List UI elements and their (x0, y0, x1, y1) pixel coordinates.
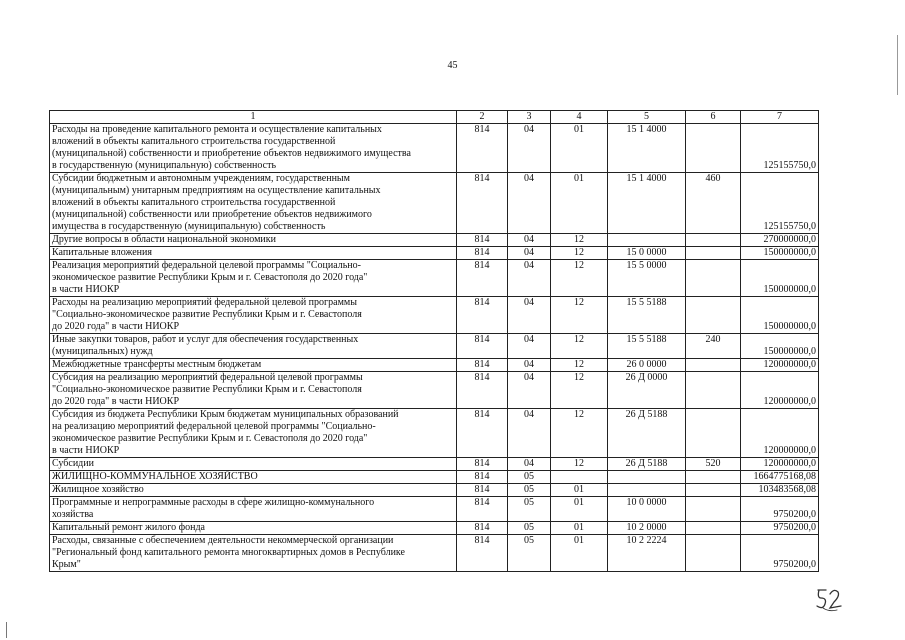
description-line: Программные и непрограммные расходы в сфере жилищно-коммунального (52, 497, 375, 508)
table-row (50, 247, 819, 260)
target-article-code (608, 484, 686, 497)
description-line: Крым" (52, 559, 81, 570)
section-code: 05 (508, 497, 551, 522)
amount: 150000000,0 (741, 297, 819, 334)
row-description (50, 173, 457, 234)
amount: 9750200,0 (741, 497, 819, 522)
subsection-code: 01 (551, 173, 608, 234)
table-row (50, 471, 819, 484)
description-line: Субсидия из бюджета Республики Крым бюджетам муниципальных образований (52, 409, 399, 420)
table-row (50, 173, 819, 234)
description-line: Расходы на реализацию мероприятий федеральной целевой программы (52, 297, 357, 308)
row-description (50, 409, 457, 458)
subsection-code: 12 (551, 260, 608, 297)
target-article-code: 15 5 5188 (608, 297, 686, 334)
section-code: 05 (508, 522, 551, 535)
subsection-code: 12 (551, 359, 608, 372)
table-row (50, 297, 819, 334)
amount: 125155750,0 (741, 124, 819, 173)
expense-type-code (686, 522, 741, 535)
row-description (50, 522, 457, 535)
ministry-code: 814 (457, 359, 508, 372)
ministry-code: 814 (457, 372, 508, 409)
subsection-code: 12 (551, 297, 608, 334)
table-row (50, 458, 819, 471)
description-line: (муниципальной) собственности или приобретение объектов недвижимого (52, 209, 372, 220)
description-line: Субсидии бюджетным и автономным учреждениям, государственным (52, 173, 350, 184)
row-description (50, 334, 457, 359)
table-row (50, 359, 819, 372)
section-code: 04 (508, 260, 551, 297)
scan-margin-line (897, 35, 898, 95)
row-description (50, 535, 457, 572)
section-code: 04 (508, 173, 551, 234)
section-code: 04 (508, 372, 551, 409)
column-header: 5 (608, 111, 686, 124)
target-article-code: 26 Д 5188 (608, 458, 686, 471)
handwritten-page-mark (815, 584, 847, 614)
subsection-code: 12 (551, 247, 608, 260)
table-header-row (50, 111, 819, 124)
table-row (50, 535, 819, 572)
section-code: 04 (508, 458, 551, 471)
description-line: "Социально-экономическое развитие Республики Крым и г. Севастополя (52, 384, 362, 395)
table-row (50, 522, 819, 535)
description-line: вложений в объекты капитального строительства государственной (52, 197, 336, 208)
description-line: ЖИЛИЩНО-КОММУНАЛЬНОЕ ХОЗЯЙСТВО (52, 471, 258, 482)
ministry-code: 814 (457, 522, 508, 535)
expense-type-code: 520 (686, 458, 741, 471)
section-code: 04 (508, 297, 551, 334)
description-line: Расходы на проведение капитального ремонта и осуществление капитальных (52, 124, 382, 135)
ministry-code: 814 (457, 247, 508, 260)
expense-type-code: 240 (686, 334, 741, 359)
amount: 103483568,08 (741, 484, 819, 497)
description-line: экономическое развитие Республики Крым и г. Севастополя до 2020 года" (52, 272, 368, 283)
section-code: 04 (508, 334, 551, 359)
expense-type-code (686, 297, 741, 334)
column-header: 3 (508, 111, 551, 124)
expense-type-code (686, 471, 741, 484)
description-line: (муниципальным) унитарным предприятиям на осуществление капитальных (52, 185, 381, 196)
expense-type-code (686, 497, 741, 522)
description-line: Субсидии (52, 458, 94, 469)
target-article-code: 10 2 2224 (608, 535, 686, 572)
column-header: 2 (457, 111, 508, 124)
expense-type-code (686, 234, 741, 247)
expense-type-code (686, 484, 741, 497)
section-code: 04 (508, 234, 551, 247)
table-row (50, 497, 819, 522)
subsection-code: 12 (551, 334, 608, 359)
section-code: 04 (508, 124, 551, 173)
row-description (50, 297, 457, 334)
table-row (50, 260, 819, 297)
description-line: Субсидия на реализацию мероприятий федеральной целевой программы (52, 372, 363, 383)
expense-type-code (686, 372, 741, 409)
column-header: 7 (741, 111, 819, 124)
table-row (50, 409, 819, 458)
table-row (50, 334, 819, 359)
target-article-code (608, 471, 686, 484)
target-article-code: 26 Д 0000 (608, 372, 686, 409)
description-line: Другие вопросы в области национальной экономики (52, 234, 276, 245)
target-article-code: 15 1 4000 (608, 173, 686, 234)
row-description (50, 234, 457, 247)
description-line: Расходы, связанные с обеспечением деятельности некоммерческой организации (52, 535, 394, 546)
ministry-code: 814 (457, 497, 508, 522)
target-article-code: 15 5 5188 (608, 334, 686, 359)
target-article-code: 10 0 0000 (608, 497, 686, 522)
description-line: Капитальный ремонт жилого фонда (52, 522, 205, 533)
ministry-code: 814 (457, 260, 508, 297)
target-article-code (608, 234, 686, 247)
column-header: 1 (50, 111, 457, 124)
description-line: Реализация мероприятий федеральной целевой программы "Социально- (52, 260, 361, 271)
column-header: 6 (686, 111, 741, 124)
row-description (50, 124, 457, 173)
table-row (50, 124, 819, 173)
ministry-code: 814 (457, 471, 508, 484)
description-line: Капитальные вложения (52, 247, 152, 258)
ministry-code: 814 (457, 173, 508, 234)
ministry-code: 814 (457, 334, 508, 359)
page-number: 45 (447, 60, 458, 71)
ministry-code: 814 (457, 409, 508, 458)
budget-table (49, 110, 819, 572)
ministry-code: 814 (457, 124, 508, 173)
target-article-code: 15 1 4000 (608, 124, 686, 173)
description-line: (муниципальных) нужд (52, 346, 153, 357)
ministry-code: 814 (457, 535, 508, 572)
ministry-code: 814 (457, 234, 508, 247)
row-description (50, 260, 457, 297)
subsection-code: 12 (551, 372, 608, 409)
section-code: 04 (508, 247, 551, 260)
row-description (50, 372, 457, 409)
amount: 270000000,0 (741, 234, 819, 247)
expense-type-code (686, 247, 741, 260)
subsection-code: 12 (551, 458, 608, 471)
amount: 1664775168,08 (741, 471, 819, 484)
amount: 125155750,0 (741, 173, 819, 234)
description-line: в государственную (муниципальную) собственность (52, 160, 277, 171)
ministry-code: 814 (457, 297, 508, 334)
expense-type-code (686, 359, 741, 372)
subsection-code: 01 (551, 522, 608, 535)
expense-type-code (686, 260, 741, 297)
expense-type-code: 460 (686, 173, 741, 234)
description-line: до 2020 года" в части НИОКР (52, 321, 180, 332)
description-line: Иные закупки товаров, работ и услуг для обеспечения государственных (52, 334, 359, 345)
subsection-code: 01 (551, 124, 608, 173)
description-line: до 2020 года" в части НИОКР (52, 396, 180, 407)
column-header: 4 (551, 111, 608, 124)
subsection-code: 12 (551, 409, 608, 458)
amount: 9750200,0 (741, 535, 819, 572)
section-code: 05 (508, 471, 551, 484)
target-article-code: 10 2 0000 (608, 522, 686, 535)
row-description (50, 484, 457, 497)
subsection-code: 01 (551, 535, 608, 572)
scan-margin-line (6, 622, 7, 638)
subsection-code: 12 (551, 234, 608, 247)
description-line: Межбюджетные трансферты местным бюджетам (52, 359, 262, 370)
description-line: в части НИОКР (52, 445, 120, 456)
ministry-code: 814 (457, 458, 508, 471)
target-article-code: 15 0 0000 (608, 247, 686, 260)
section-code: 05 (508, 484, 551, 497)
description-line: вложений в объекты капитального строительства государственной (52, 136, 336, 147)
description-line: "Социально-экономическое развитие Республики Крым и г. Севастополя (52, 309, 362, 320)
description-line: "Региональный фонд капитального ремонта многоквартирных домов в Республике (52, 547, 405, 558)
amount: 150000000,0 (741, 247, 819, 260)
subsection-code (551, 471, 608, 484)
description-line: в части НИОКР (52, 284, 120, 295)
expense-type-code (686, 124, 741, 173)
table-row (50, 484, 819, 497)
expense-type-code (686, 535, 741, 572)
amount: 150000000,0 (741, 260, 819, 297)
amount: 9750200,0 (741, 522, 819, 535)
row-description (50, 497, 457, 522)
subsection-code: 01 (551, 497, 608, 522)
row-description (50, 458, 457, 471)
target-article-code: 15 5 0000 (608, 260, 686, 297)
amount: 150000000,0 (741, 334, 819, 359)
description-line: имущества в государственную (муниципальную) собственность (52, 221, 326, 232)
amount: 120000000,0 (741, 409, 819, 458)
section-code: 05 (508, 535, 551, 572)
table-row (50, 234, 819, 247)
target-article-code: 26 0 0000 (608, 359, 686, 372)
description-line: на реализацию мероприятий федеральной целевой программы "Социально- (52, 421, 376, 432)
amount: 120000000,0 (741, 359, 819, 372)
description-line: экономическое развитие Республики Крым и г. Севастополя до 2020 года" (52, 433, 368, 444)
amount: 120000000,0 (741, 372, 819, 409)
subsection-code: 01 (551, 484, 608, 497)
row-description (50, 247, 457, 260)
description-line: (муниципальной) собственности и приобретение объектов недвижимого имущества (52, 148, 411, 159)
target-article-code: 26 Д 5188 (608, 409, 686, 458)
ministry-code: 814 (457, 484, 508, 497)
table-row (50, 372, 819, 409)
description-line: хозяйства (52, 509, 94, 520)
section-code: 04 (508, 359, 551, 372)
amount: 120000000,0 (741, 458, 819, 471)
expense-type-code (686, 409, 741, 458)
description-line: Жилищное хозяйство (52, 484, 144, 495)
section-code: 04 (508, 409, 551, 458)
row-description (50, 359, 457, 372)
row-description (50, 471, 457, 484)
